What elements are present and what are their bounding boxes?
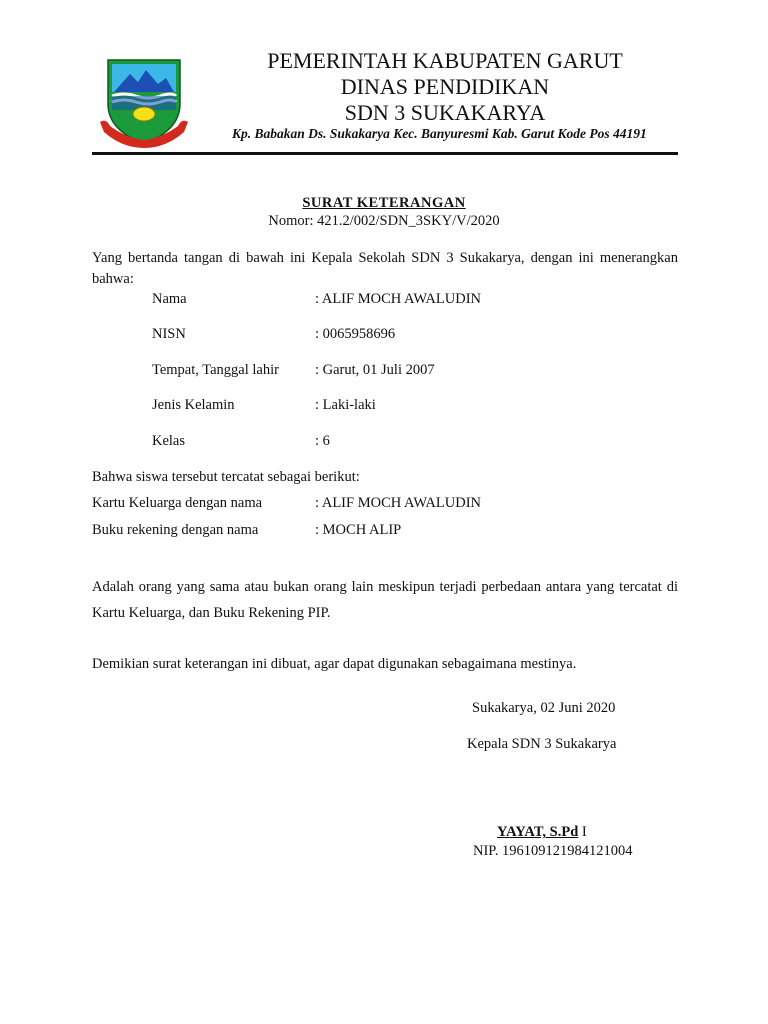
letterhead-school: SDN 3 SUKAKARYA: [344, 100, 546, 125]
letterhead-divider: [92, 152, 678, 155]
field-value-name: : ALIF MOCH AWALUDIN: [315, 291, 481, 307]
record-label-family-card: Kartu Keluarga dengan nama: [92, 495, 263, 511]
signature-nip: NIP. 196109121984121004: [473, 843, 633, 859]
record-value-bank-book: : MOCH ALIP: [315, 522, 402, 538]
record-value-family-card: : ALIF MOCH AWALUDIN: [315, 495, 481, 511]
kabupaten-garut-emblem-icon: [96, 52, 192, 148]
document-title: SURAT KETERANGAN: [302, 195, 466, 211]
field-value-birth: : Garut, 01 Juli 2007: [315, 362, 435, 378]
signature-name-block: [497, 824, 587, 841]
signature-position: Kepala SDN 3 Sukakarya: [467, 736, 617, 752]
document-number: Nomor: 421.2/002/SDN_3SKY/V/2020: [268, 213, 500, 229]
field-label-nisn: NISN: [152, 326, 186, 342]
record-label-bank-book: Buku rekening dengan nama: [92, 522, 259, 538]
statement-paragraph: Adalah orang yang sama atau bukan orang lain meskipun terjadi perbedaan antara yang tercatat di Kartu Keluarga, dan Buku Rekening PIP.: [92, 579, 678, 621]
field-label-class: Kelas: [152, 433, 186, 449]
intro-paragraph: Yang bertanda tangan di bawah ini Kepala Sekolah SDN 3 Sukakarya, dengan ini menerangkan bahwa:: [92, 250, 678, 287]
field-value-nisn: : 0065958696: [315, 326, 396, 342]
field-value-class: : 6: [315, 433, 330, 449]
letterhead-address: Kp. Babakan Ds. Sukakarya Kec. Banyuresmi Kab. Garut Kode Pos 44191: [232, 126, 647, 141]
letterhead-office: DINAS PENDIDIKAN: [340, 74, 550, 99]
letterhead-government: PEMERINTAH KABUPATEN GARUT: [267, 48, 623, 73]
signature-name: YAYAT, S.Pd: [497, 824, 579, 840]
signature-name-suffix: I: [578, 824, 587, 840]
field-label-birth: Tempat, Tanggal lahir: [152, 362, 279, 378]
signature-place-date: Sukakarya, 02 Juni 2020: [472, 700, 616, 716]
field-value-gender: : Laki-laki: [315, 397, 376, 413]
field-label-name: Nama: [152, 291, 187, 307]
closing-paragraph: Demikian surat keterangan ini dibuat, agar dapat digunakan sebagaimana mestinya.: [92, 656, 577, 672]
field-label-gender: Jenis Kelamin: [152, 397, 235, 413]
recorded-intro: Bahwa siswa tersebut tercatat sebagai berikut:: [92, 469, 360, 485]
